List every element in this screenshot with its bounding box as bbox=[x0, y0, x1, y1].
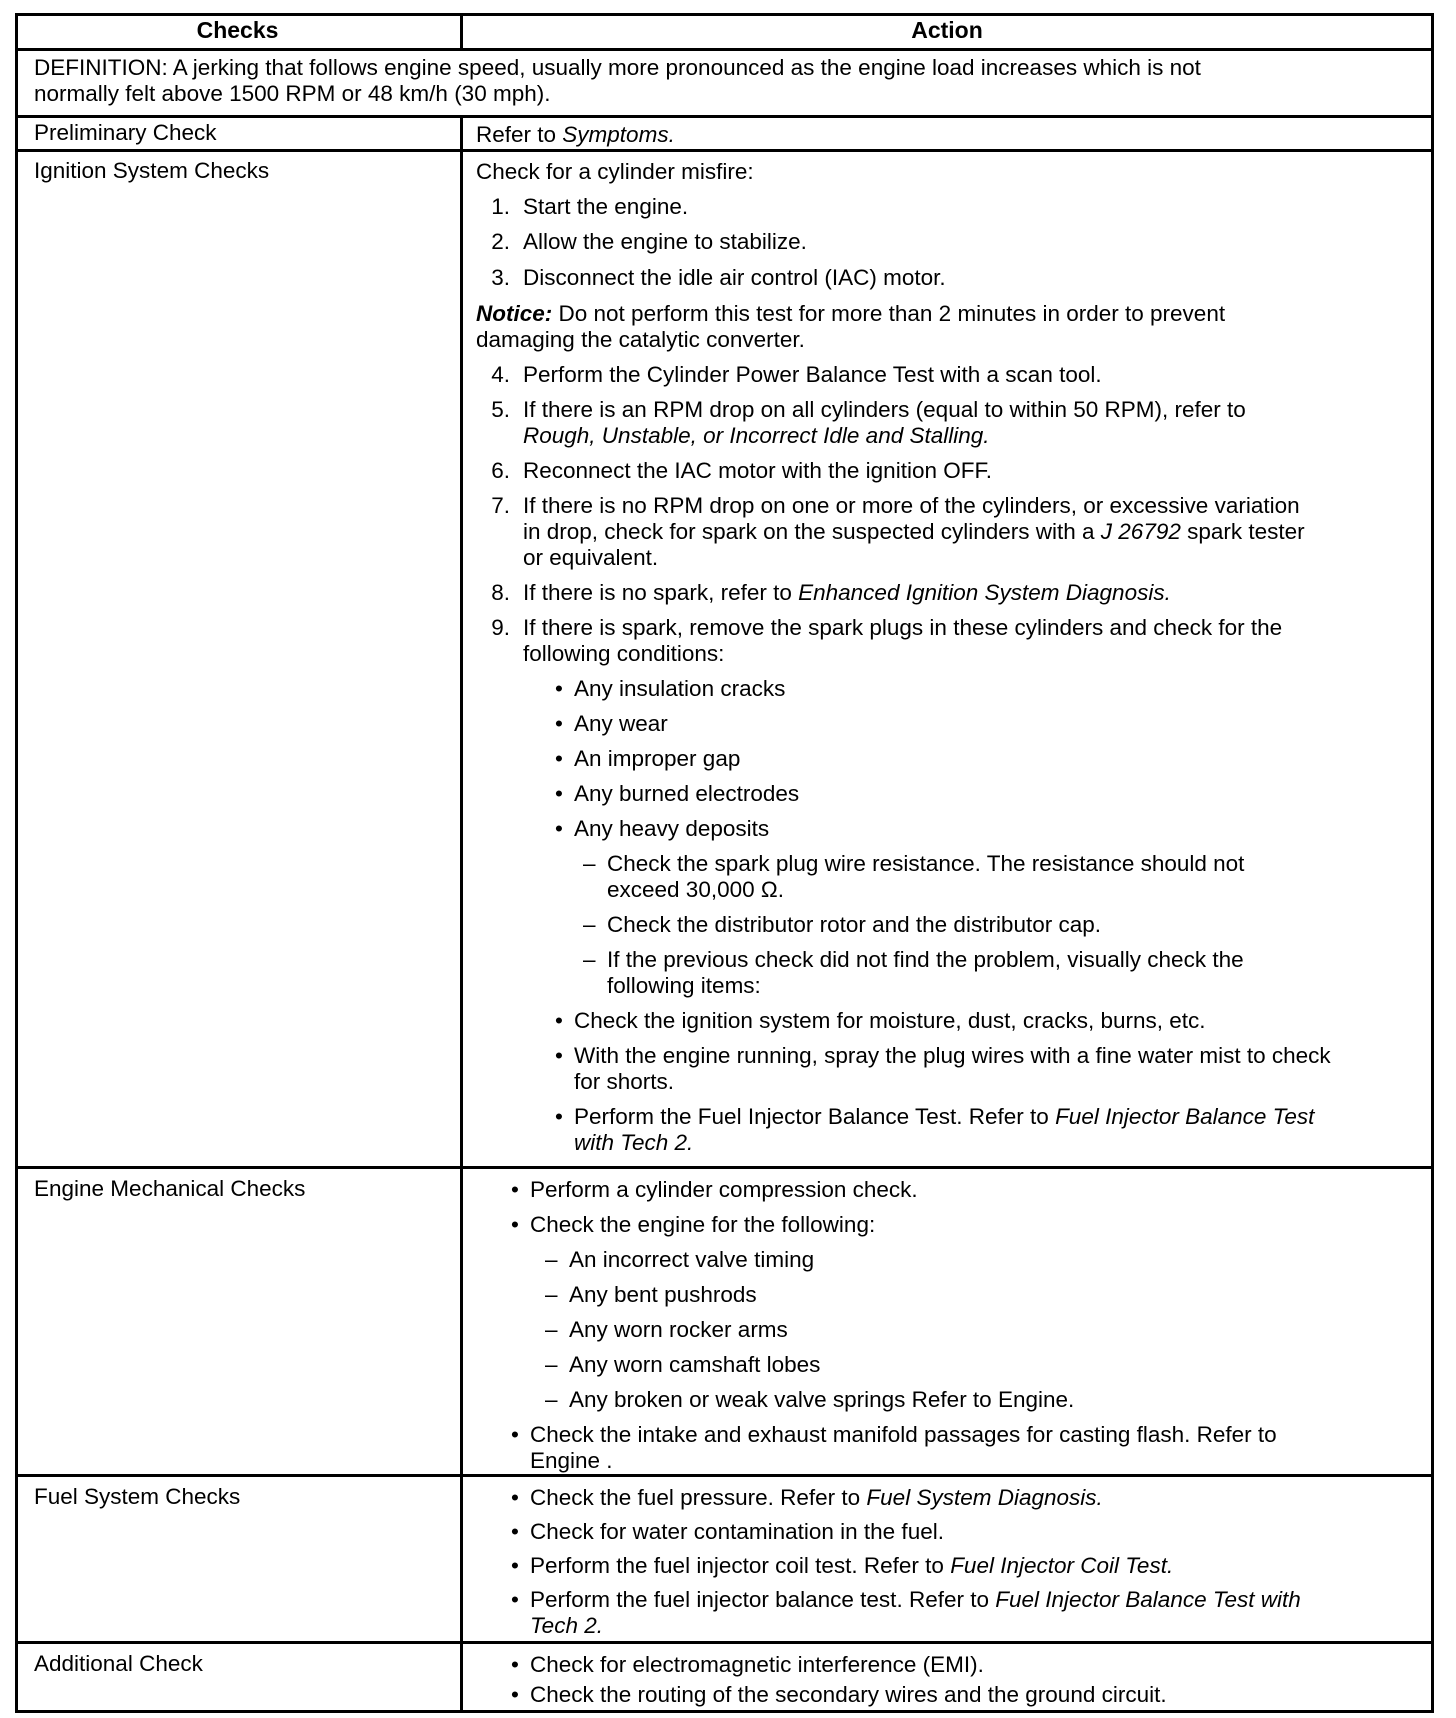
reference-link: Fuel System Diagnosis. bbox=[866, 1485, 1103, 1510]
row-rule bbox=[15, 1641, 1434, 1644]
list-item: 1. Start the engine. bbox=[491, 194, 689, 219]
reference-link: Symptoms. bbox=[562, 122, 675, 147]
bullet-icon: • bbox=[511, 1682, 519, 1707]
definition-text: normally felt above 1500 RPM or 48 km/h (30 mph). bbox=[34, 81, 551, 106]
bullet-item: • Check the fuel pressure. Refer to Fuel System Diagnosis. bbox=[506, 1484, 1103, 1511]
bullet-item-cont: for shorts. bbox=[574, 1069, 675, 1094]
reference-link: Fuel Injector Balance Test with bbox=[995, 1587, 1301, 1612]
bullet-item: • Perform the Fuel Injector Balance Test. Refer to Fuel Injector Balance Test bbox=[550, 1103, 1314, 1130]
header-checks: Checks bbox=[196, 17, 279, 43]
reference-link: Fuel Injector Coil Test. bbox=[950, 1553, 1174, 1578]
bullet-item: • Any insulation cracks bbox=[550, 675, 785, 702]
row-rule bbox=[15, 115, 1434, 118]
notice-text: damaging the catalytic converter. bbox=[476, 327, 805, 352]
dash-icon: – bbox=[583, 912, 596, 937]
bullet-item: • Any wear bbox=[550, 710, 668, 737]
bullet-item: • Check the routing of the secondary wires and the ground circuit. bbox=[506, 1681, 1167, 1708]
bullet-item: • An improper gap bbox=[550, 745, 740, 772]
list-item: 7. If there is no RPM drop on one or more of the cylinders, or excessive variation bbox=[491, 493, 1300, 518]
bullet-icon: • bbox=[511, 1212, 519, 1237]
bullet-icon: • bbox=[555, 1008, 563, 1033]
bullet-item: • Check for water contamination in the fuel. bbox=[506, 1518, 944, 1545]
bullet-item: • Perform a cylinder compression check. bbox=[506, 1176, 918, 1203]
bullet-icon: • bbox=[511, 1553, 519, 1578]
diagnostic-table bbox=[15, 13, 1434, 1713]
dash-icon: – bbox=[545, 1247, 558, 1272]
list-item-cont bbox=[523, 422, 990, 449]
bullet-icon: • bbox=[555, 816, 563, 841]
bullet-icon: • bbox=[555, 1104, 563, 1129]
check-fuel-system: Fuel System Checks bbox=[34, 1484, 241, 1509]
check-additional: Additional Check bbox=[34, 1651, 203, 1676]
dash-item: – Any worn camshaft lobes bbox=[545, 1352, 821, 1377]
bullet-item: • Check the intake and exhaust manifold passages for casting flash. Refer to bbox=[506, 1421, 1277, 1448]
reference-link: with Tech 2. bbox=[574, 1130, 694, 1155]
dash-icon: – bbox=[583, 851, 596, 876]
header-rule bbox=[15, 48, 1434, 51]
bullet-icon: • bbox=[555, 676, 563, 701]
action-preliminary: Refer to Symptoms. bbox=[476, 122, 675, 147]
table-border-bottom bbox=[15, 1710, 1434, 1713]
bullet-icon: • bbox=[511, 1519, 519, 1544]
row-rule bbox=[15, 149, 1434, 152]
reference-link: Rough, Unstable, or Incorrect Idle and Stalling. bbox=[523, 423, 990, 448]
dash-item: – Check the spark plug wire resistance. The resistance should not bbox=[583, 851, 1245, 876]
dash-item-cont: following items: bbox=[607, 973, 761, 998]
bullet-item: • Check the engine for the following: bbox=[506, 1211, 875, 1238]
bullet-icon: • bbox=[511, 1652, 519, 1677]
reference-link: Enhanced Ignition System Diagnosis. bbox=[798, 580, 1171, 605]
bullet-item: • Any heavy deposits bbox=[550, 815, 769, 842]
bullet-icon: • bbox=[555, 1043, 563, 1068]
list-item: 9. If there is spark, remove the spark plugs in these cylinders and check for the bbox=[491, 615, 1283, 640]
dash-icon: – bbox=[545, 1387, 558, 1412]
bullet-item-cont bbox=[574, 1129, 693, 1156]
list-item-cont: in drop, check for spark on the suspected cylinders with a J 26792 spark tester bbox=[523, 519, 1305, 544]
table-border-right bbox=[1431, 13, 1434, 1713]
dash-item: – Any bent pushrods bbox=[545, 1282, 757, 1307]
bullet-item: • Any burned electrodes bbox=[550, 780, 799, 807]
dash-item: – Check the distributor rotor and the distributor cap. bbox=[583, 912, 1102, 937]
dash-icon: – bbox=[545, 1282, 558, 1307]
check-preliminary: Preliminary Check bbox=[34, 120, 217, 145]
bullet-item: • Check the ignition system for moisture, dust, cracks, burns, etc. bbox=[550, 1007, 1206, 1034]
header-action: Action bbox=[911, 17, 983, 43]
list-item: 4. Perform the Cylinder Power Balance Test with a scan tool. bbox=[491, 362, 1102, 387]
reference-link: Fuel Injector Balance Test bbox=[1055, 1104, 1315, 1129]
dash-item: – Any worn rocker arms bbox=[545, 1317, 788, 1342]
bullet-icon: • bbox=[511, 1422, 519, 1447]
dash-item: – An incorrect valve timing bbox=[545, 1247, 815, 1272]
bullet-item: • Perform the fuel injector coil test. Refer to Fuel Injector Coil Test. bbox=[506, 1552, 1173, 1579]
check-engine-mechanical: Engine Mechanical Checks bbox=[34, 1176, 306, 1201]
bullet-icon: • bbox=[511, 1587, 519, 1612]
notice-text: Notice: Do not perform this test for more than 2 minutes in order to prevent bbox=[476, 301, 1226, 326]
check-ignition: Ignition System Checks bbox=[34, 158, 270, 183]
dash-icon: – bbox=[545, 1317, 558, 1342]
dash-item: – Any broken or weak valve springs Refer to Engine. bbox=[545, 1387, 1075, 1412]
bullet-icon: • bbox=[511, 1177, 519, 1202]
bullet-item: • With the engine running, spray the plug wires with a fine water mist to check bbox=[550, 1042, 1331, 1069]
bullet-item-cont bbox=[530, 1612, 603, 1639]
dash-icon: – bbox=[545, 1352, 558, 1377]
definition-text: DEFINITION: A jerking that follows engine speed, usually more pronounced as the engine load increases which is not bbox=[34, 55, 1201, 80]
row-rule bbox=[15, 1474, 1434, 1477]
list-item-cont: or equivalent. bbox=[523, 545, 659, 570]
table-border-left bbox=[15, 13, 18, 1713]
list-item: 3. Disconnect the idle air control (IAC) motor. bbox=[491, 265, 946, 290]
list-item: 5. If there is an RPM drop on all cylinders (equal to within 50 RPM), refer to bbox=[491, 397, 1246, 422]
bullet-item: • Perform the fuel injector balance test. Refer to Fuel Injector Balance Test with bbox=[506, 1586, 1301, 1613]
dash-item-cont: exceed 30,000 Ω. bbox=[607, 877, 784, 902]
list-item: 8. If there is no spark, refer to Enhanced Ignition System Diagnosis. bbox=[491, 580, 1171, 605]
bullet-icon: • bbox=[511, 1485, 519, 1510]
ignition-intro: Check for a cylinder misfire: bbox=[476, 159, 754, 184]
dash-icon: – bbox=[583, 947, 596, 972]
bullet-item: • Check for electromagnetic interference (EMI). bbox=[506, 1651, 984, 1678]
list-item: 2. Allow the engine to stabilize. bbox=[491, 229, 807, 254]
list-item-cont: following conditions: bbox=[523, 641, 725, 666]
bullet-icon: • bbox=[555, 781, 563, 806]
column-divider bbox=[460, 115, 463, 1713]
list-item: 6. Reconnect the IAC motor with the ignition OFF. bbox=[491, 458, 992, 483]
bullet-item-cont: Engine . bbox=[530, 1448, 613, 1473]
reference-link: Tech 2. bbox=[530, 1613, 603, 1638]
bullet-icon: • bbox=[555, 746, 563, 771]
bullet-icon: • bbox=[555, 711, 563, 736]
dash-item: – If the previous check did not find the problem, visually check the bbox=[583, 947, 1244, 972]
row-rule bbox=[15, 1166, 1434, 1169]
